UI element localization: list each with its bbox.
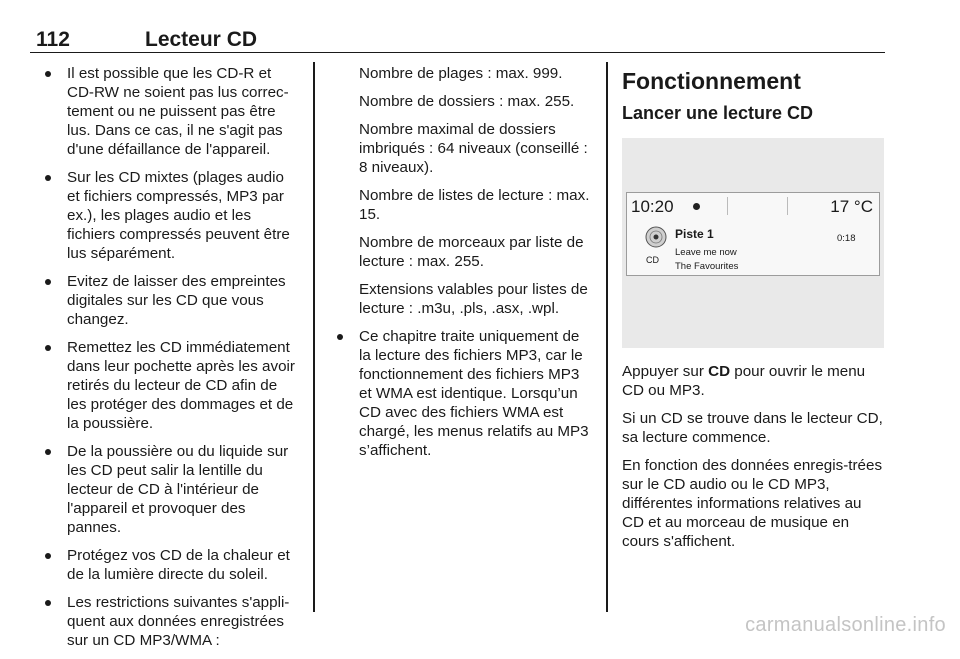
column-left: [42, 64, 300, 659]
display-track: Piste 1: [675, 227, 714, 241]
display-temperature: 17 °C: [830, 197, 873, 216]
bullet-item: Ce chapitre traite uniquement de la lecture des fichiers MP3, car le fonctionnement des fichiers MP3 et WMA est identique. Lorsqu’un CD avec des fichiers WMA est chargé, les menus relatifs au MP3 s’affichent.: [334, 327, 592, 460]
limit-item: Extensions valables pour listes de lecture : .m3u, .pls, .asx, .wpl.: [359, 281, 588, 317]
bullet-item: Remettez les CD immédiatement dans leur pochette après les avoir retirés du lecteur de CD afin de les protéger des dommages et de la poussière.: [42, 338, 300, 433]
instruction-paragraph: Appuyer sur CD pour ouvrir le menu CD ou MP3.: [622, 363, 866, 399]
limit-item: Nombre de listes de lecture : max. 15.: [359, 187, 590, 223]
limit-item: Nombre de dossiers : max. 255.: [359, 93, 575, 110]
display-artist: The Favourites: [675, 261, 739, 272]
bullet-item: Evitez de laisser des empreintes digitales sur les CD que vous changez.: [42, 272, 300, 329]
column-middle: [334, 64, 592, 469]
page-number: 112: [36, 28, 70, 51]
column-divider-1: [313, 62, 315, 612]
record-dot-icon: [693, 203, 700, 210]
paragraph: Si un CD se trouve dans le lecteur CD, sa lecture commence.: [622, 410, 883, 446]
disc-icon: [645, 226, 667, 248]
bullet-item: Protégez vos CD de la chaleur et de la lumière directe du soleil.: [42, 546, 300, 584]
limit-item: Nombre de plages : max. 999.: [359, 65, 563, 82]
bullet-item: De la poussière ou du liquide sur les CD peut salir la lentille du lecteur de CD à l'intérieur de l'appareil et provoquer des pannes.: [42, 442, 300, 537]
bullet-item: Il est possible que les CD-R et CD-RW ne soient pas lus correc-tement ou ne puissent pas être lus. Dans ce cas, il ne s'agit pas d'une défaillance de l'appareil.: [42, 64, 300, 159]
display-panel: [626, 192, 880, 276]
display-source-label: CD: [646, 255, 659, 265]
display-song: Leave me now: [675, 247, 737, 258]
watermark: carmanualsonline.info: [745, 614, 946, 636]
limit-item: Nombre maximal de dossiers imbriqués : 64 niveaux (conseillé : 8 niveaux).: [359, 121, 588, 176]
limit-item: Nombre de morceaux par liste de lecture : max. 255.: [359, 234, 584, 270]
display-elapsed-time: 0:18: [837, 233, 856, 244]
cd-key-label: CD: [708, 363, 731, 380]
page-header: [30, 24, 885, 53]
operation-subheading: Lancer une lecture CD: [622, 103, 814, 123]
section-title: Lecteur CD: [145, 28, 258, 51]
paragraph: En fonction des données enregis-trées sur le CD audio ou le CD MP3, différentes informations relatives au CD et au morceau de musique en cours s'affichent.: [622, 457, 883, 550]
operation-heading: Fonctionnement: [622, 68, 801, 94]
cd-display-illustration: [622, 138, 884, 348]
bullet-item: Sur les CD mixtes (plages audio et fichiers compressés, MP3 par ex.), les plages audio et les fichiers compressés peuvent être lus séparément.: [42, 168, 300, 263]
column-divider-2: [606, 62, 608, 612]
bullet-item: Les restrictions suivantes s'appli-quent aux données enregistrées sur un CD MP3/WMA :: [42, 593, 300, 650]
column-right: [622, 64, 884, 560]
display-clock: 10:20: [631, 197, 674, 216]
display-separator: [727, 197, 728, 215]
display-separator: [787, 197, 788, 215]
